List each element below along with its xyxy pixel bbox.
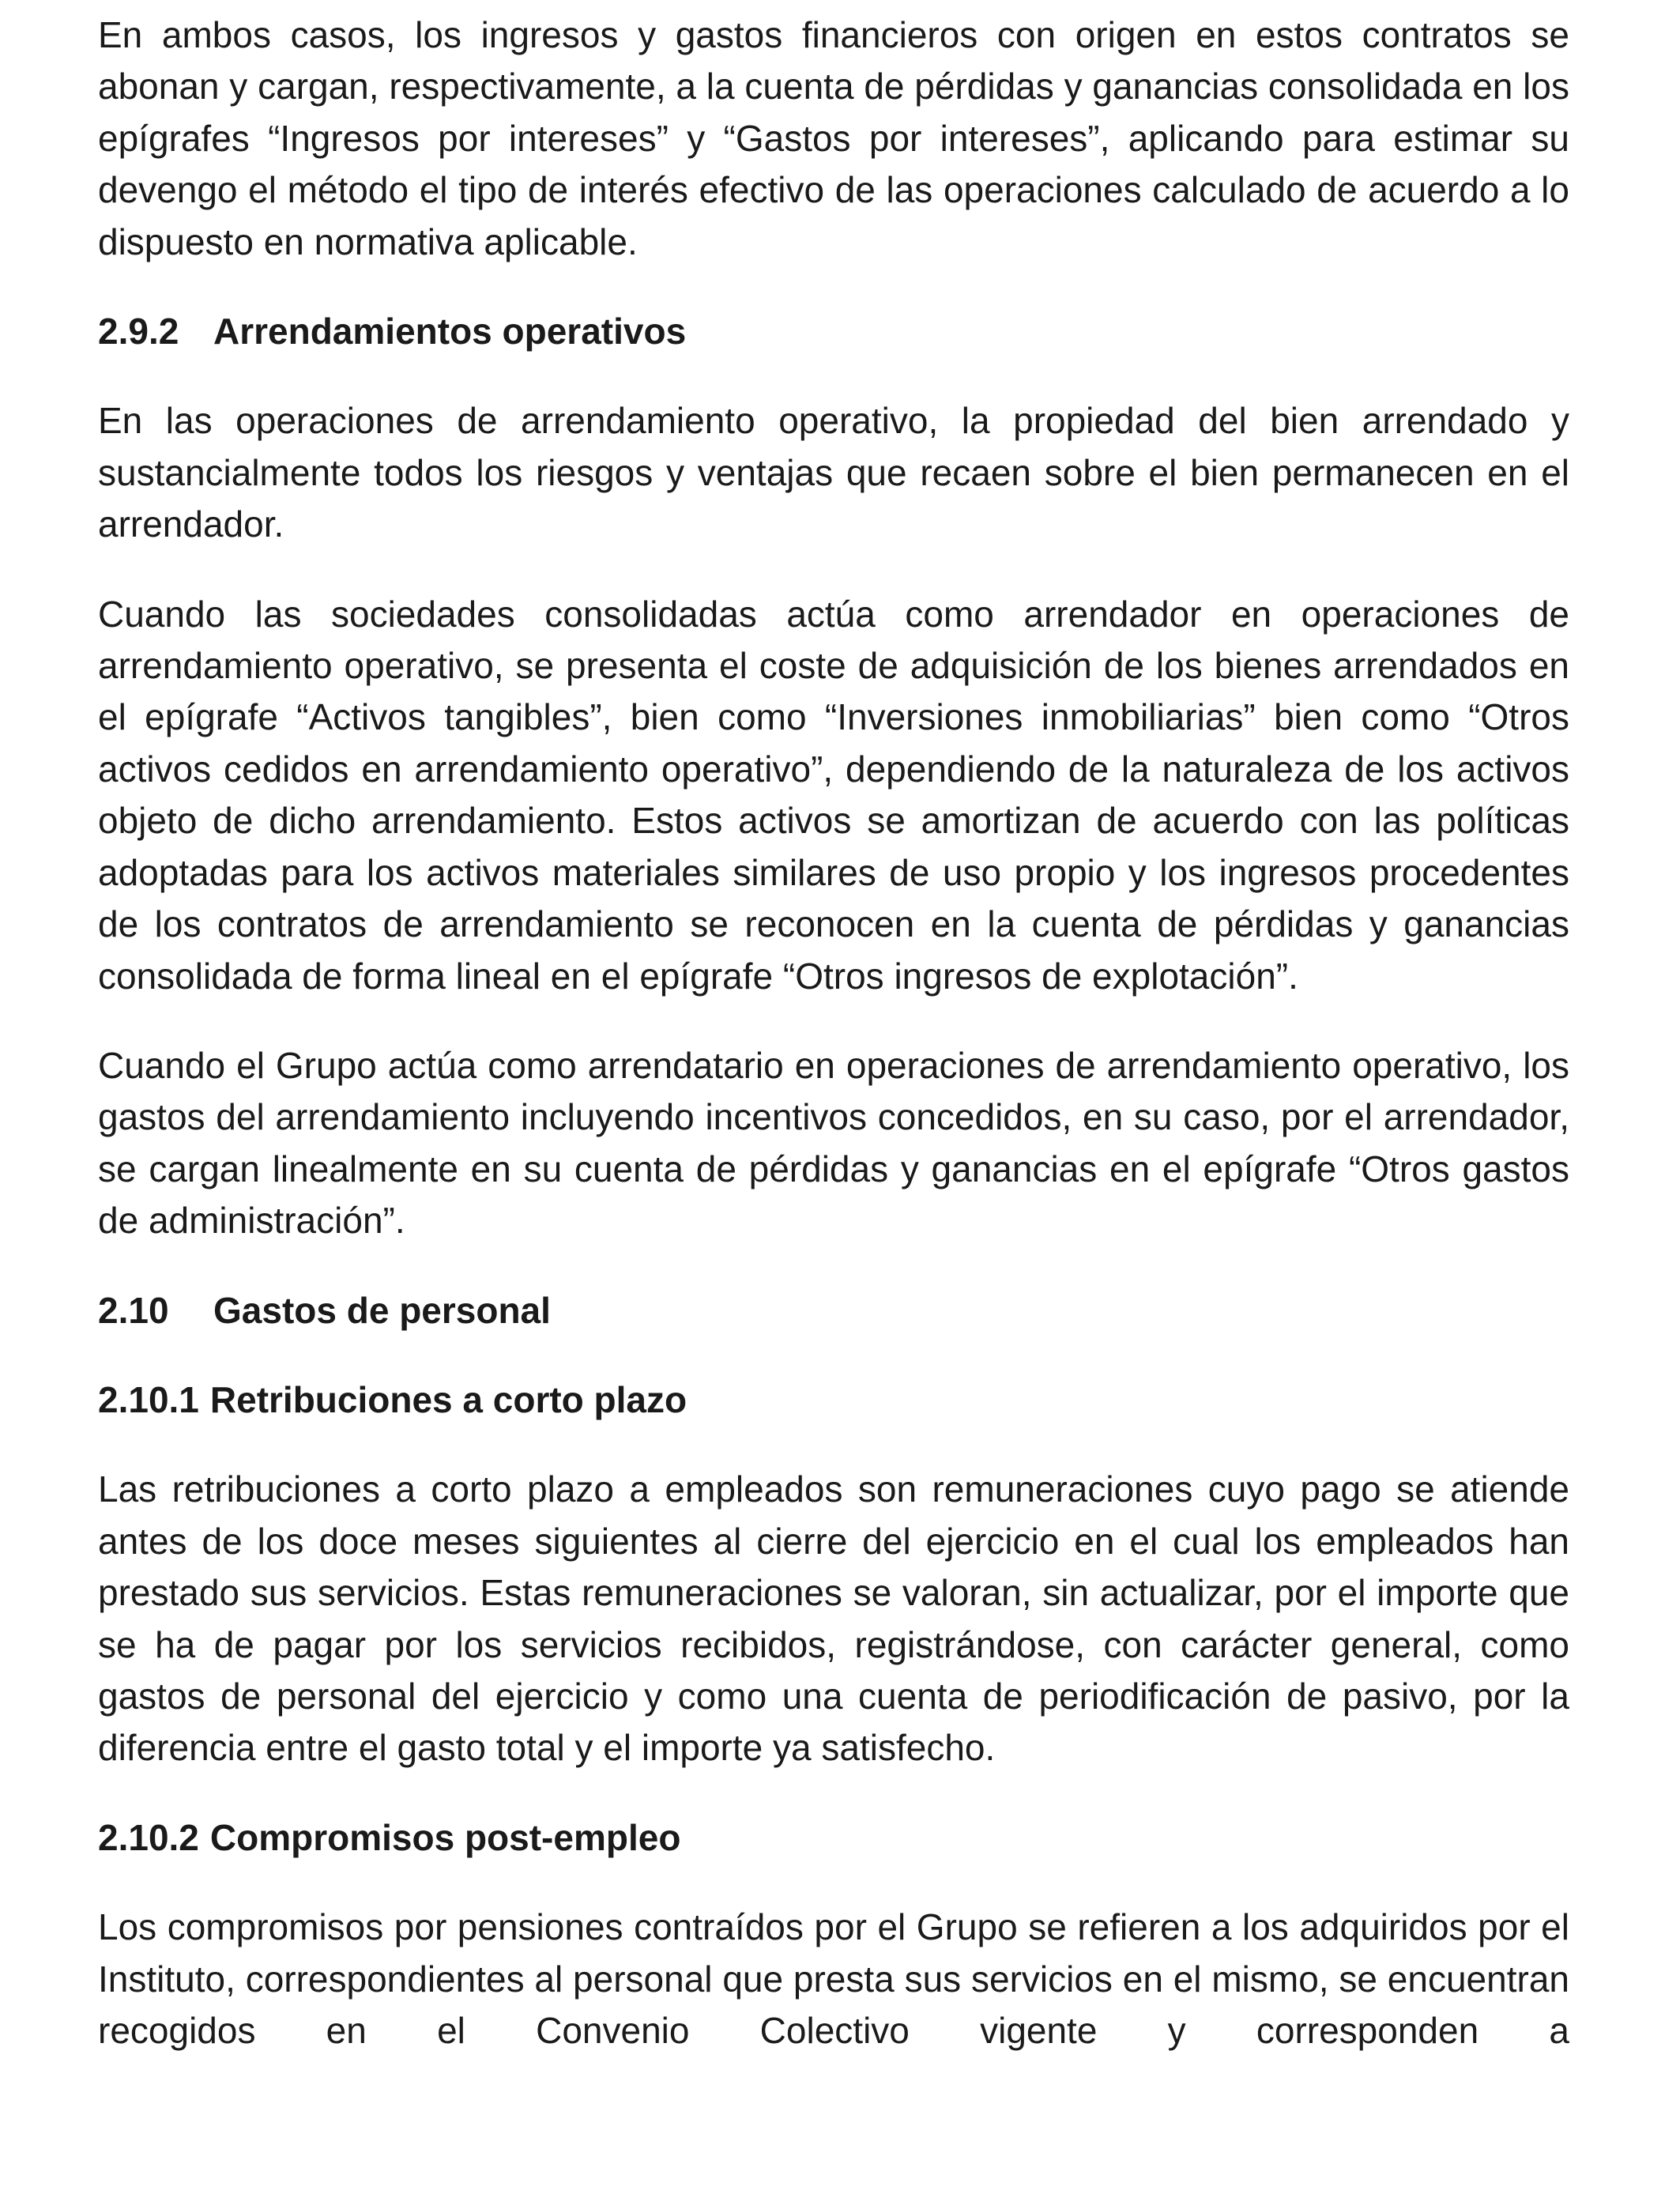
section-number: 2.10.1	[98, 1378, 199, 1420]
paragraph-lessee: Cuando el Grupo actúa como arrendatario en operaciones de arrendamiento operativo, los gastos del arrendamiento incluyendo incentivos concedidos, en su caso, por el arrendador, se cargan linealmente en su cuenta de pérdidas y ganancias en el epígrafe “Otros gastos de administración”.	[98, 1044, 1569, 1242]
section-title: Gastos de personal	[213, 1289, 551, 1331]
section-heading-2-10-2	[98, 1812, 1569, 1864]
section-title: Retribuciones a corto plazo	[209, 1378, 687, 1420]
section-title: Arrendamientos operativos	[213, 311, 687, 352]
paragraph-operating-lease-definition: En las operaciones de arrendamiento operativo, la propiedad del bien arrendado y sustancialmente todos los riesgos y ventajas que recaen sobre el bien permanecen en el arrendador.	[98, 400, 1569, 545]
paragraph-lessor: Cuando las sociedades consolidadas actúa como arrendador en operaciones de arrendamiento operativo, se presenta el coste de adquisición de los bienes arrendados en el epígrafe “Activos tangibles”, bien como “Inversiones inmobiliarias” bien como “Otros activos cedidos en arrendamiento operativo”, dependiendo de la naturaleza de los activos objeto de dicho arrendamiento. Estos activos se amortizan de acuerdo con las políticas adoptadas para los activos materiales similares de uso propio y los ingresos procedentes de los contratos de arrendamiento se reconocen en la cuenta de pérdidas y ganancias consolidada de forma lineal en el epígrafe “Otros ingresos de explotación”.	[98, 593, 1569, 997]
paragraph-post-employment: Los compromisos por pensiones contraídos por el Grupo se refieren a los adquiridos por el Instituto, correspondientes al personal que presta sus servicios en el mismo, se encuentran recogidos en el Convenio Colectivo vigente y corresponden a	[98, 1906, 1569, 2051]
document-page	[98, 9, 1569, 2094]
section-number: 2.10	[98, 1289, 169, 1331]
paragraph-short-term-remuneration: Las retribuciones a corto plazo a empleados son remuneraciones cuyo pago se atiende antes de los doce meses siguientes al cierre del ejercicio en el cual los empleados han prestado sus servicios. Estas remuneraciones se valoran, sin actualizar, por el importe que se ha de pagar por los servicios recibidos, registrándose, con carácter general, como gastos de personal del ejercicio y como una cuenta de periodificación de pasivo, por la diferencia entre el gasto total y el importe ya satisfecho.	[98, 1468, 1569, 1769]
section-heading-2-10	[98, 1285, 1569, 1336]
section-heading-2-10-1	[98, 1374, 1569, 1426]
section-heading-2-9-2	[98, 306, 1569, 357]
paragraph-financial-income: En ambos casos, los ingresos y gastos financieros con origen en estos contratos se abonan y cargan, respectivamente, a la cuenta de pérdidas y ganancias consolidada en los epígrafes “Ingresos por intereses” y “Gastos por intereses”, aplicando para estimar su devengo el método el tipo de interés efectivo de las operaciones calculado de acuerdo a lo dispuesto en normativa aplicable.	[98, 14, 1569, 262]
section-number: 2.9.2	[98, 311, 179, 352]
section-title: Compromisos post-empleo	[209, 1816, 681, 1858]
section-number: 2.10.2	[98, 1816, 199, 1858]
